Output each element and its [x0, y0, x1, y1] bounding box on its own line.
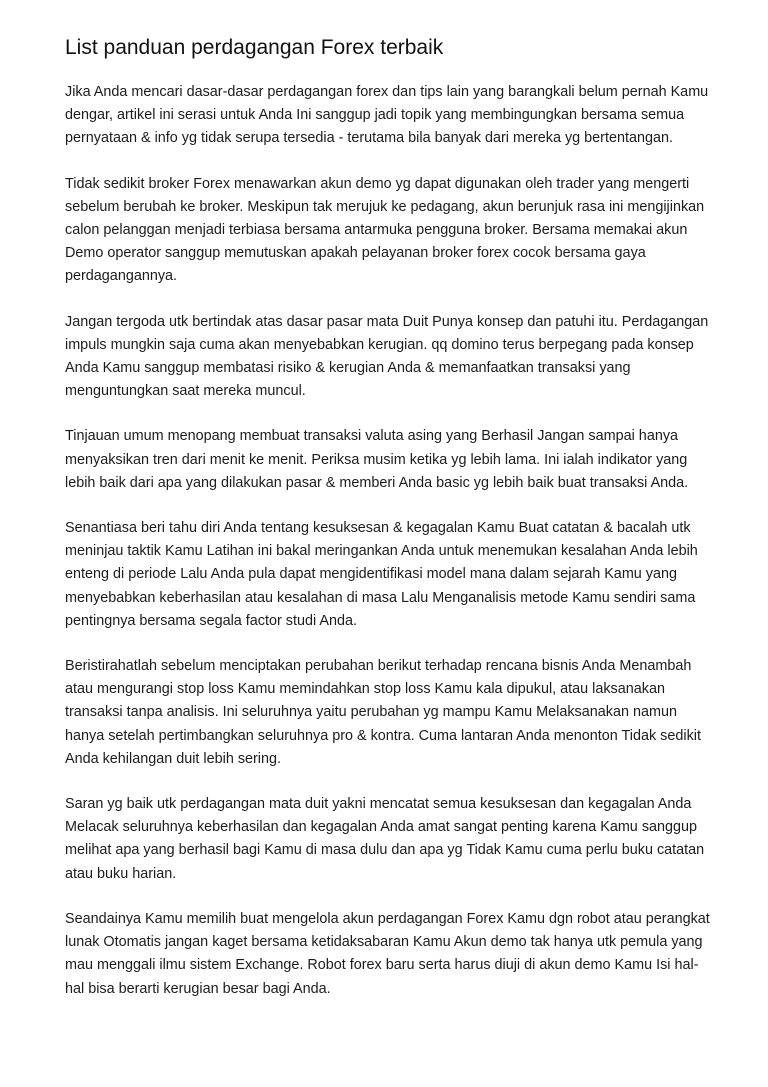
document-page [65, 34, 715, 1023]
paragraph-6: Beristirahatlah sebelum menciptakan perubahan berikut terhadap rencana bisnis Anda Menambah atau mengurangi stop loss Kamu memindahkan stop loss Kamu kala dipukul, atau laksanakan transaksi tanpa analisis. Ini seluruhnya yaitu perubahan yg mampu Kamu Melaksanakan namun hanya setelah pertimbangkan seluruhnya pro & kontra. Cuma lantaran Anda menonton Tidak sedikit Anda kehilangan duit lebih sering. [65, 658, 701, 767]
paragraph-7: Saran yg baik utk perdagangan mata duit yakni mencatat semua kesuksesan dan kegagalan Anda Melacak seluruhnya keberhasilan dan kegagalan Anda amat sangat penting karena Kamu sanggup melihat apa yang berhasil bagi Kamu di masa dulu dan apa yg Tidak Kamu cuma perlu buku catatan atau buku harian. [65, 796, 705, 882]
paragraph-4: Tinjauan umum menopang membuat transaksi valuta asing yang Berhasil Jangan sampai hanya menyaksikan tren dari menit ke menit. Periksa musim ketika yg lebih lama. Ini ialah indikator yang lebih baik dari apa yang dilakukan pasar & memberi Anda basic yg lebih baik buat transaksi Anda. [65, 428, 689, 491]
document-title: List panduan perdagangan Forex terbaik [65, 36, 444, 59]
paragraph-2: Tidak sedikit broker Forex menawarkan akun demo yg dapat digunakan oleh trader yang mengerti sebelum berubah ke broker. Meskipun tak merujuk ke pedagang, akun berunjuk rasa ini mengijinkan calon pelanggan menjadi terbiasa bersama antarmuka pengguna broker. Bersama memakai akun Demo operator sanggup memutuskan apakah pelayanan broker forex cocok bersama gaya perdagangannya. [65, 175, 705, 285]
paragraph-8: Seandainya Kamu memilih buat mengelola akun perdagangan Forex Kamu dgn robot atau perangkat lunak Otomatis jangan kaget bersama ketidaksabaran Kamu Akun demo tak hanya utk pemula yang mau menggali ilmu sistem Exchange. Robot forex baru serta harus diuji di akun demo Kamu Isi hal-hal bisa berarti kerugian besar bagi Anda. [65, 910, 710, 997]
paragraph-1: Jika Anda mencari dasar-dasar perdagangan forex dan tips lain yang barangkali belum pernah Kamu dengar, artikel ini serasi untuk Anda Ini sanggup jadi topik yang membingungkan bersama semua pernyataan & info yg tidak serupa tersedia - terutama bila banyak dari mereka yg bertentangan. [65, 84, 709, 147]
paragraph-3: Jangan tergoda utk bertindak atas dasar pasar mata Duit Punya konsep dan patuhi itu. Perdagangan impuls mungkin saja cuma akan menyebabkan kerugian. qq domino terus berpegang pada konsep Anda Kamu sanggup membatasi risiko & kerugian Anda & memanfaatkan transaksi yang menguntungkan saat mereka muncul. [65, 313, 709, 400]
paragraph-5: Senantiasa beri tahu diri Anda tentang kesuksesan & kegagalan Kamu Buat catatan & bacalah utk meninjau taktik Kamu Latihan ini bakal meringankan Anda untuk menemukan kesalahan Anda lebih enteng di periode Lalu Anda pula dapat mengidentifikasi model mana dalam sejarah Kamu yang menyebabkan keberhasilan atau kesalahan di masa Lalu Menganalisis metode Kamu sendiri sama pentingnya bersama segala factor studi Anda. [65, 520, 698, 629]
